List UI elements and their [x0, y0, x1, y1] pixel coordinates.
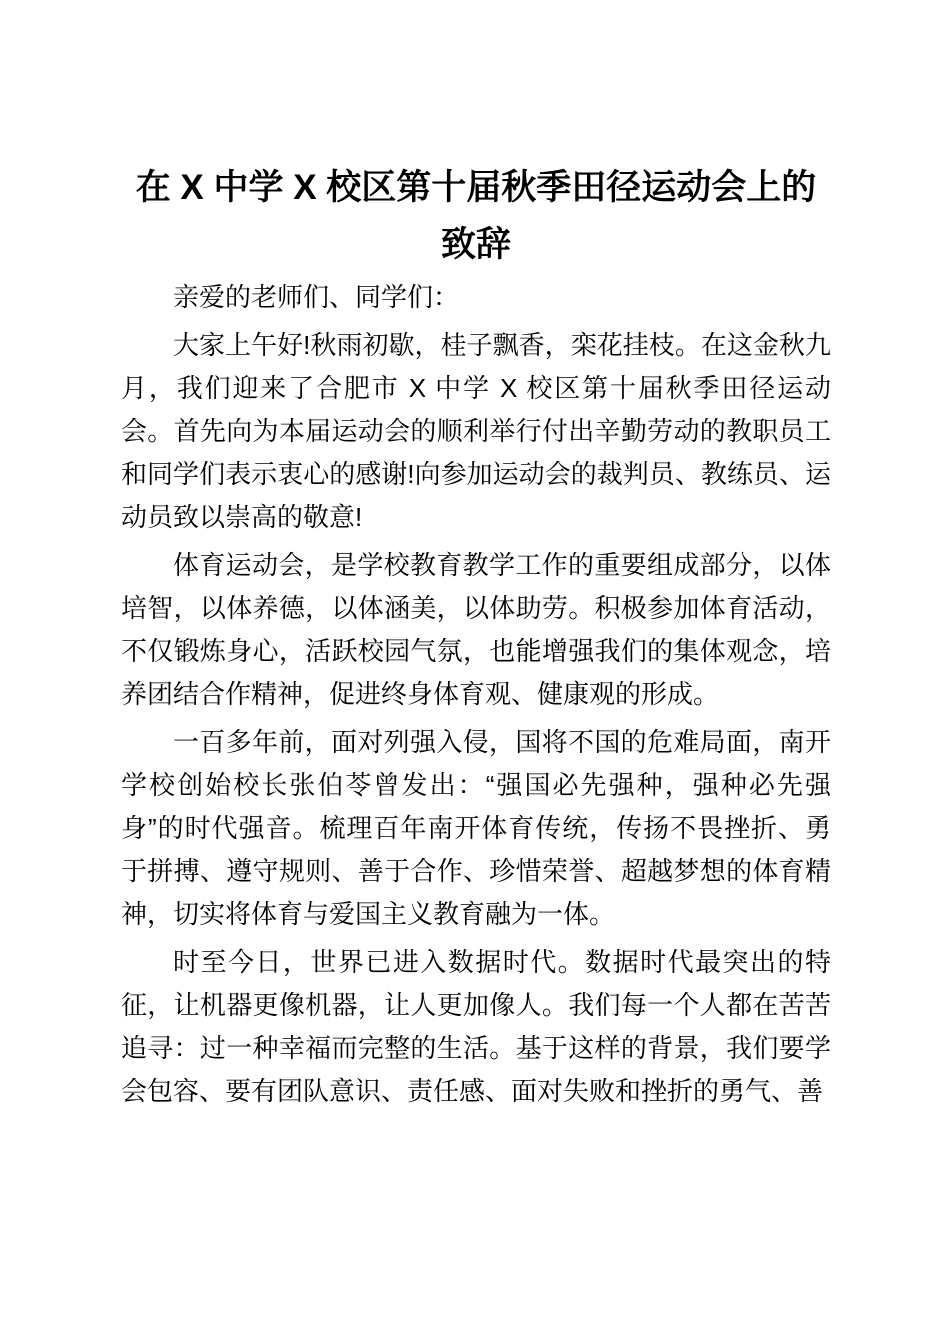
- document-paragraph: 体育运动会，是学校教育教学工作的重要组成部分，以体培智，以体养德，以体涵美，以体助劳。积极参加体育活动，不仅锻炼身心，活跃校园气氛，也能增强我们的集体观念，培养团结合作精神，促进终身体育观、健康观的形成。: [121, 550, 831, 709]
- document-title: 在 X 中学 X 校区第十届秋季田径运动会上的致辞: [135, 168, 817, 264]
- document-paragraph: 大家上午好!秋雨初歇，桂子飘香，栾花挂枝。在这金秋九月，我们迎来了合肥市 X 中学 X 校区第十届秋季田径运动会。首先向为本届运动会的顺利举行付出辛勤劳动的教职员工和同学们表示衷心的感谢!向参加运动会的裁判员、教练员、运动员致以崇高的敬意!: [121, 330, 831, 532]
- salutation-paragraph: 亲爱的老师们、同学们：: [173, 282, 460, 312]
- document-paragraph: 时至今日，世界已进入数据时代。数据时代最突出的特征，让机器更像机器，让人更加像人。我们每一个人都在苦苦追寻：过一种幸福而完整的生活。基于这样的背景，我们要学会包容、要有团队意识、责任感、面对失败和挫折的勇气、善: [121, 947, 831, 1106]
- document-paragraph: 一百多年前，面对列强入侵，国将不国的危难局面，南开学校创始校长张伯苓曾发出：“强国必先强种，强种必先强身”的时代强音。梳理百年南开体育传统，传扬不畏挫折、勇于拼搏、遵守规则、善于合作、珍惜荣誉、超越梦想的体育精神，切实将体育与爱国主义教育融为一体。: [121, 727, 831, 929]
